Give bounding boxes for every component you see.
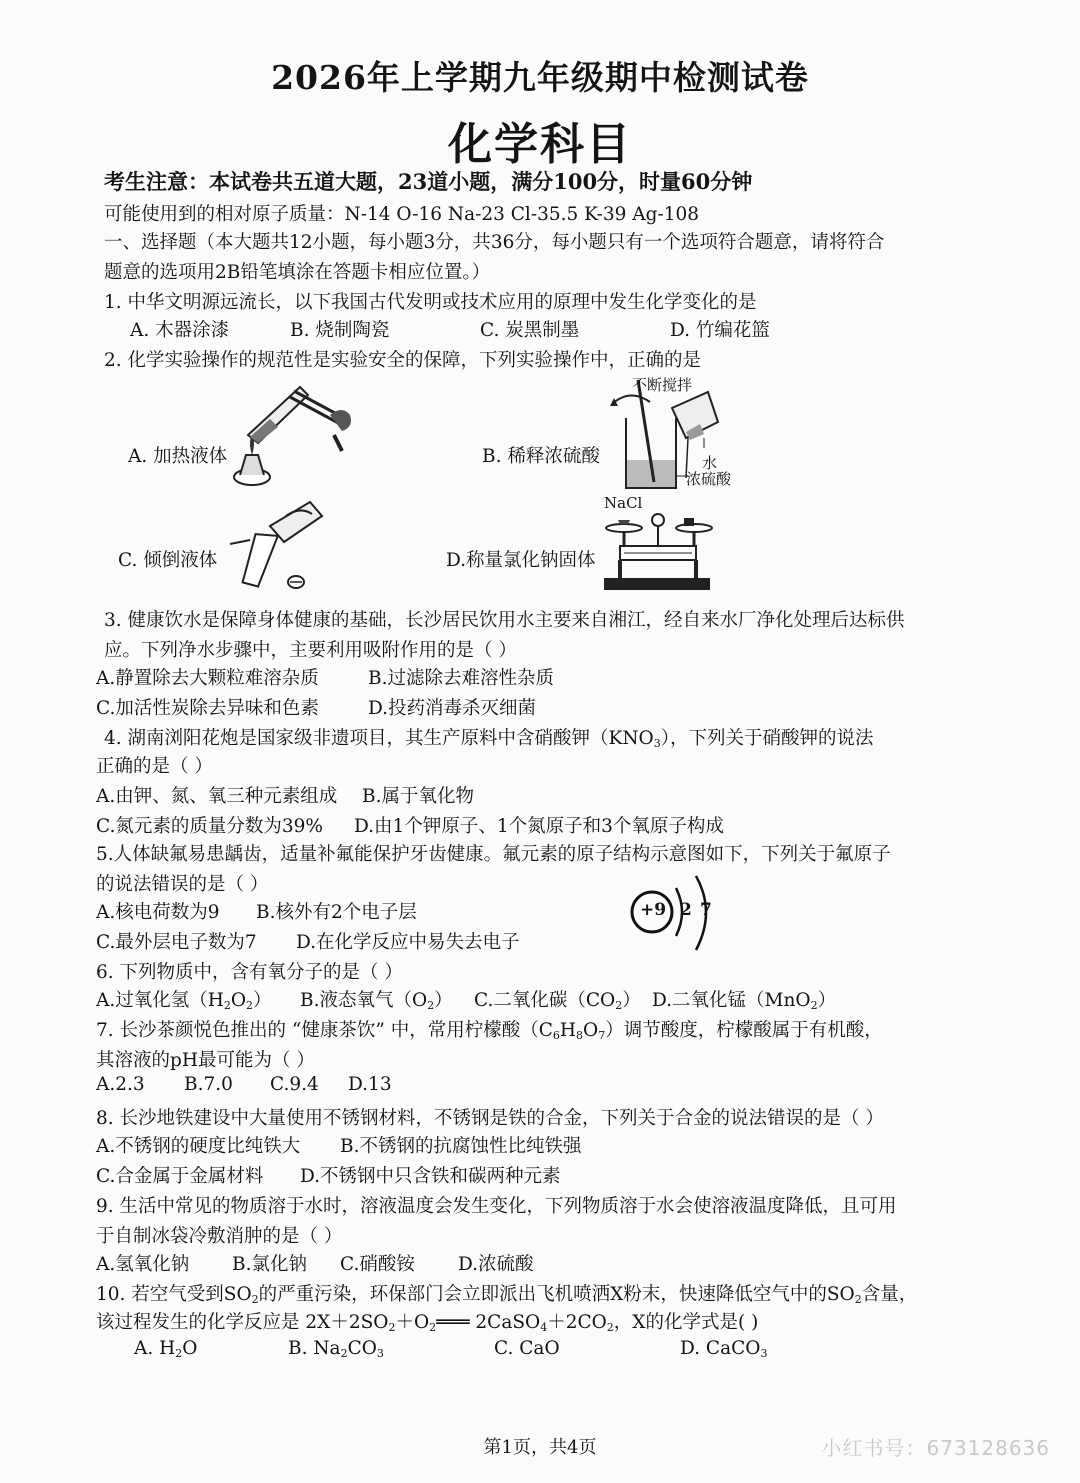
- q8-option-d: D.不锈钢中只含铁和碳两种元素: [300, 1166, 561, 1187]
- q6-option-b: B.液态氧气$(O_2)$: [300, 990, 453, 1012]
- q3-stem-2: 应。下列净水步骤中，主要利用吸附作用的是（ ）: [104, 640, 517, 661]
- q9-option-d: D.浓硫酸: [458, 1254, 534, 1275]
- q9-option-b: B.氯化钠: [232, 1254, 307, 1275]
- q3-stem-1: 3. 健康饮水是保障身体健康的基础，长沙居民饮用水主要来自湘江，经自来水厂净化处理后达标供: [104, 610, 905, 631]
- q4-stem-2: 正确的是（ ）: [96, 756, 213, 777]
- q5-option-a: A.核电荷数为9: [96, 902, 220, 923]
- shell1-electrons: 2: [680, 900, 692, 920]
- atomic-mass-line: 可能使用到的相对原子质量：N-14 O-16 Na-23 Cl-35.5 K-39 Ag-108: [104, 204, 700, 225]
- q3-option-a: A.静置除去大颗粒难溶杂质: [96, 668, 319, 689]
- q3-option-c: C.加活性炭除去异味和色素: [96, 698, 319, 719]
- q2-option-b: B. 稀释浓硫酸: [482, 446, 600, 467]
- q1-option-b: B. 烧制陶瓷: [290, 320, 390, 341]
- q4-option-c: C.氮元素的质量分数为39%: [96, 816, 323, 837]
- page-number: 第1页，共4页: [483, 1437, 597, 1458]
- q7-stem-2: 其溶液的pH最可能为（ ）: [96, 1050, 315, 1071]
- q1-option-d: D. 竹编花篮: [670, 320, 770, 341]
- q9-stem-2: 于自制冰袋冷敷消肿的是（ ）: [96, 1226, 343, 1247]
- balance-illustration: [600, 498, 720, 594]
- q7-option-a: A.2.3: [96, 1074, 145, 1095]
- section1-instructions-1: 一、选择题（本大题共12小题，每小题3分，共36分，每小题只有一个选项符合题意，请将符合: [104, 232, 885, 253]
- q9-option-c: C.硝酸铵: [340, 1254, 415, 1275]
- q6-option-c: C.二氧化碳$(CO_2)$: [474, 990, 641, 1012]
- shell2-electrons: 7: [700, 900, 712, 920]
- conc-acid-label: 浓硫酸: [686, 470, 732, 488]
- q2-option-a: A. 加热液体: [128, 446, 228, 467]
- q5-option-d: D.在化学反应中易失去电子: [296, 932, 520, 953]
- q6-stem: 6. 下列物质中，含有氧分子的是（ ）: [96, 962, 403, 983]
- q10-option-d: D. CaCO$_3$: [680, 1338, 768, 1360]
- q7-option-d: D.13: [348, 1074, 392, 1095]
- q2-stem: 2. 化学实验操作的规范性是实验安全的保障，下列实验操作中，正确的是: [104, 350, 702, 371]
- q1-option-c: C. 炭黑制墨: [480, 320, 580, 341]
- exam-notice: 考生注意：本试卷共五道大题，23道小题，满分100分，时量60分钟: [104, 169, 753, 194]
- q5-option-c: C.最外层电子数为7: [96, 932, 257, 953]
- stir-label: 不断搅拌: [632, 376, 693, 394]
- q2-option-d: D.称量氯化钠固体: [446, 550, 596, 571]
- q10-stem-1: 10. 若空气受到$SO_2$的严重污染，环保部门会立即派出飞机喷洒X粉末，快速降低空气中的$SO_2$含量，: [96, 1284, 918, 1306]
- q4-option-d: D.由1个钾原子、1个氮原子和3个氧原子构成: [354, 816, 724, 837]
- nucleus-charge: +9: [640, 900, 667, 920]
- nacl-label: NaCl: [604, 494, 643, 512]
- q8-option-b: B.不锈钢的抗腐蚀性比纯铁强: [340, 1136, 582, 1157]
- q6-option-a: A.过氧化氢$(H_2O_2)$: [96, 990, 272, 1012]
- q7-stem-1: 7. 长沙茶颜悦色推出的 “健康茶饮” 中，常用柠檬酸$(C_6H_8O_7)$调节酸度，柠檬酸属于有机酸，: [96, 1020, 883, 1042]
- q7-option-b: B.7.0: [184, 1074, 233, 1095]
- q1-option-a: A. 木器涂漆: [130, 320, 230, 341]
- q8-stem: 8. 长沙地铁建设中大量使用不锈钢材料，不锈钢是铁的合金，下列关于合金的说法错误的是（ ）: [96, 1108, 884, 1129]
- q4-option-a: A.由钾、氮、氧三种元素组成: [96, 786, 338, 807]
- q6-option-d: D.二氧化锰（MnO$_2$）: [652, 990, 837, 1012]
- q4-stem-1: 4. 湖南浏阳花炮是国家级非遗项目，其生产原料中含硝酸钾$(KNO_3)$，下列关于硝酸钾的说法: [104, 728, 874, 750]
- q3-option-d: D.投药消毒杀灭细菌: [368, 698, 537, 719]
- pour-liquid-illustration: [220, 496, 330, 596]
- exam-title: 2026年上学期九年级期中检测试卷: [271, 58, 809, 97]
- q1-stem: 1. 中华文明源远流长，以下我国古代发明或技术应用的原理中发生化学变化的是: [104, 292, 757, 313]
- q7-option-c: C.9.4: [270, 1074, 319, 1095]
- q4-option-b: B.属于氧化物: [362, 786, 474, 807]
- q10-stem-2: 该过程发生的化学反应是 $2X+2SO_2+O_2═══$ $2CaSO_4+2CO_2$，X的化学式是( ): [96, 1312, 759, 1334]
- q8-option-a: A.不锈钢的硬度比纯铁大: [96, 1136, 301, 1157]
- subject-title: 化学科目: [448, 119, 632, 170]
- q9-option-a: A.氢氧化钠: [96, 1254, 190, 1275]
- water-label: 水: [702, 454, 718, 472]
- q5-stem-1: 5.人体缺氟易患龋齿，适量补氟能保护牙齿健康。氟元素的原子结构示意图如下，下列关于氟原子: [96, 844, 891, 865]
- q8-option-c: C.合金属于金属材料: [96, 1166, 264, 1187]
- watermark: 小红书号：673128636: [821, 1436, 1050, 1460]
- heating-liquid-illustration: [230, 375, 360, 490]
- q3-option-b: B.过滤除去难溶性杂质: [368, 668, 554, 689]
- q2-option-c: C. 倾倒液体: [118, 550, 218, 571]
- q5-option-b: B.核外有2个电子层: [256, 902, 417, 923]
- q9-stem-1: 9. 生活中常见的物质溶于水时，溶液温度会发生变化，下列物质溶于水会使溶液温度降低，且可用: [96, 1196, 897, 1217]
- q10-option-c: C. CaO: [494, 1338, 560, 1359]
- q5-stem-2: 的说法错误的是（ ）: [96, 874, 269, 895]
- q10-option-a: A. $H_2O$: [134, 1338, 198, 1360]
- section1-instructions-2: 题意的选项用2B铅笔填涂在答题卡相应位置。）: [104, 262, 491, 283]
- q10-option-b: B. $Na_2CO_3$: [288, 1338, 384, 1360]
